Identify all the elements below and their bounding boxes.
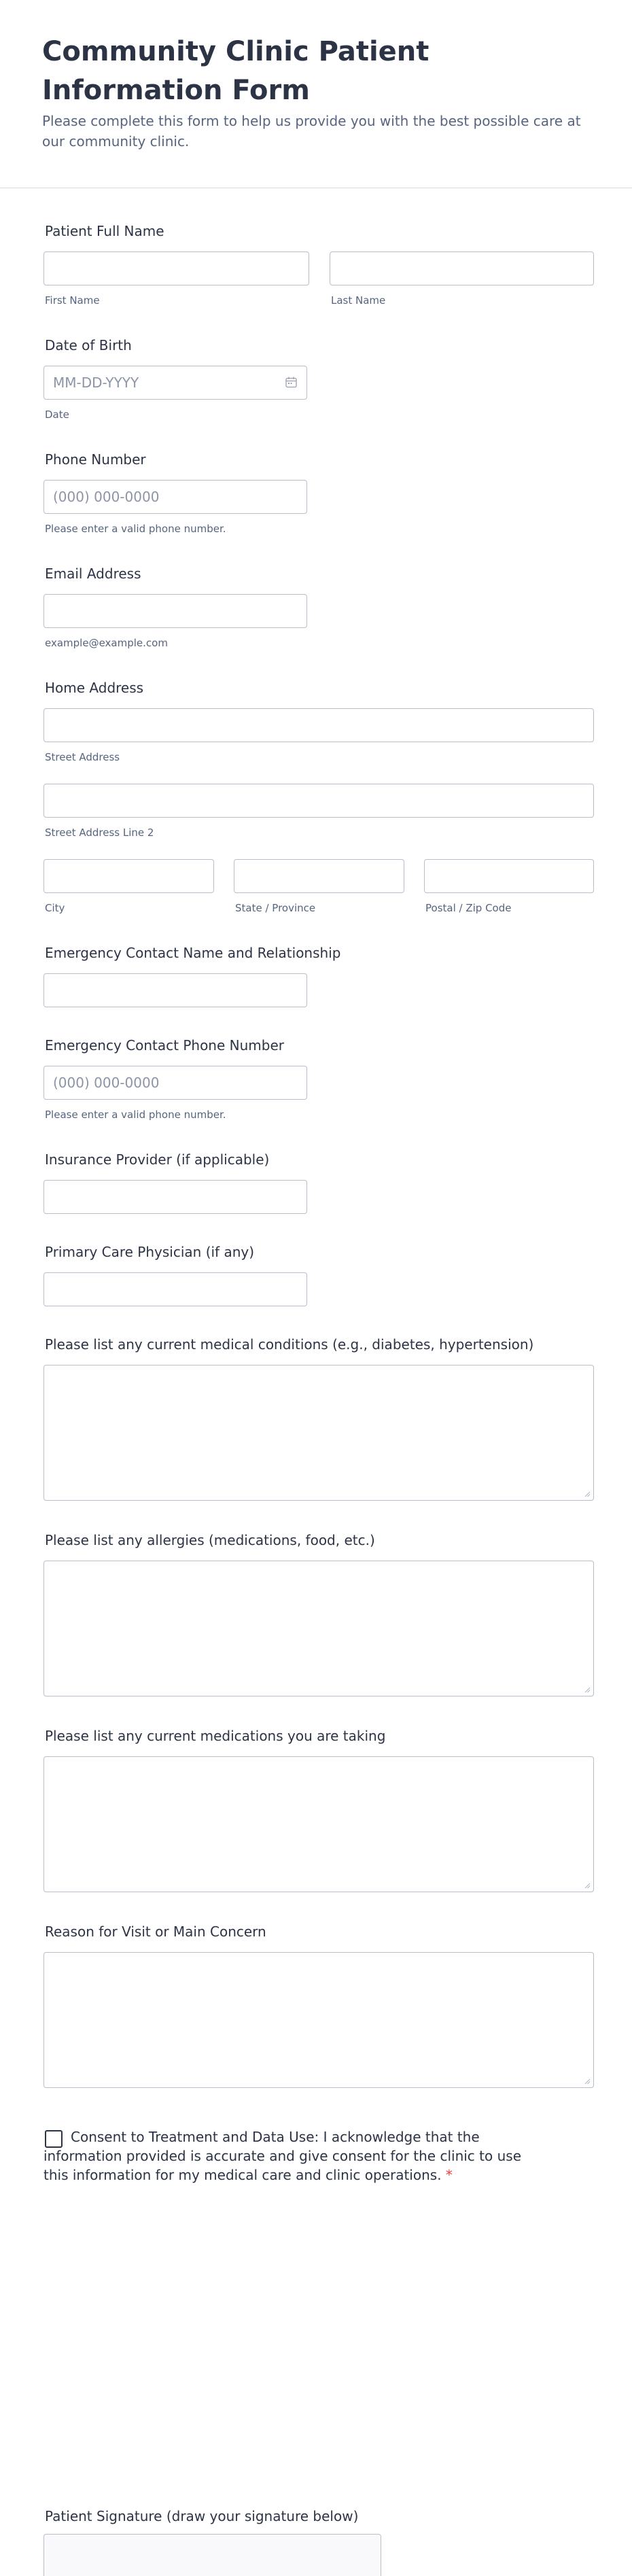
consent-text: Consent to Treatment and Data Use: I acknowledge that the information provided is accurate and give consent for the clinic to use this information for my medical care and clinic operations. (43, 2129, 521, 2183)
physician-input[interactable] (43, 1272, 307, 1306)
phone-input[interactable] (43, 480, 307, 514)
calendar-icon[interactable] (285, 377, 297, 388)
conditions-label: Please list any current medical conditions (e.g., diabetes, hypertension) (45, 1336, 534, 1353)
reason-textarea[interactable] (43, 1952, 594, 2088)
first-name-input[interactable] (43, 251, 309, 285)
city-sublabel: City (45, 902, 65, 914)
resize-grip-icon[interactable] (584, 1686, 591, 1693)
phone-label: Phone Number (45, 451, 146, 468)
consent-label (43, 2127, 540, 2185)
emergency-phone-input[interactable] (43, 1066, 307, 1100)
resize-grip-icon[interactable] (584, 1882, 591, 1889)
signature-pad[interactable] (43, 2534, 381, 2576)
patient-name-label: Patient Full Name (45, 223, 164, 239)
emergency-phone-sublabel: Please enter a valid phone number. (45, 1109, 226, 1121)
last-name-input[interactable] (330, 251, 594, 285)
emergency-contact-label: Emergency Contact Name and Relationship (45, 945, 341, 961)
email-input[interactable] (43, 594, 307, 628)
first-name-sublabel: First Name (45, 294, 100, 307)
phone-placeholder: (000) 000-0000 (53, 489, 160, 505)
form-title: Community Clinic Patient Information Form (42, 36, 429, 106)
city-input[interactable] (43, 859, 214, 893)
conditions-textarea[interactable] (43, 1365, 594, 1501)
medications-textarea[interactable] (43, 1756, 594, 1892)
emergency-phone-placeholder: (000) 000-0000 (53, 1075, 160, 1091)
zip-sublabel: Postal / Zip Code (425, 902, 512, 914)
street-address-line2-input[interactable] (43, 784, 594, 818)
physician-label: Primary Care Physician (if any) (45, 1244, 255, 1260)
phone-sublabel: Please enter a valid phone number. (45, 523, 226, 535)
email-label: Email Address (45, 565, 141, 582)
medications-label: Please list any current medications you are taking (45, 1728, 386, 1744)
state-sublabel: State / Province (235, 902, 316, 914)
last-name-sublabel: Last Name (331, 294, 386, 307)
dob-label: Date of Birth (45, 337, 132, 353)
signature-label: Patient Signature (draw your signature below) (45, 2508, 359, 2524)
street-address-input[interactable] (43, 708, 594, 742)
emergency-phone-label: Emergency Contact Phone Number (45, 1037, 284, 1054)
dob-input[interactable] (43, 366, 307, 400)
street-address-sublabel: Street Address (45, 751, 120, 763)
allergies-label: Please list any allergies (medications, food, etc.) (45, 1532, 375, 1548)
resize-grip-icon[interactable] (584, 1491, 591, 1497)
state-input[interactable] (234, 859, 404, 893)
required-mark: * (445, 2167, 453, 2183)
address-label: Home Address (45, 680, 144, 696)
emergency-contact-input[interactable] (43, 973, 307, 1007)
email-sublabel: example@example.com (45, 637, 168, 649)
zip-input[interactable] (424, 859, 594, 893)
insurance-label: Insurance Provider (if applicable) (45, 1151, 270, 1168)
street-address-line2-sublabel: Street Address Line 2 (45, 826, 154, 839)
resize-grip-icon[interactable] (584, 2078, 591, 2085)
dob-sublabel: Date (45, 408, 69, 421)
dob-placeholder: MM-DD-YYYY (53, 375, 139, 391)
form-subtitle: Please complete this form to help us provide you with the best possible care at our community clinic. (42, 113, 581, 150)
allergies-textarea[interactable] (43, 1561, 594, 1696)
insurance-input[interactable] (43, 1180, 307, 1214)
reason-label: Reason for Visit or Main Concern (45, 1924, 266, 1940)
form-header (0, 0, 632, 188)
